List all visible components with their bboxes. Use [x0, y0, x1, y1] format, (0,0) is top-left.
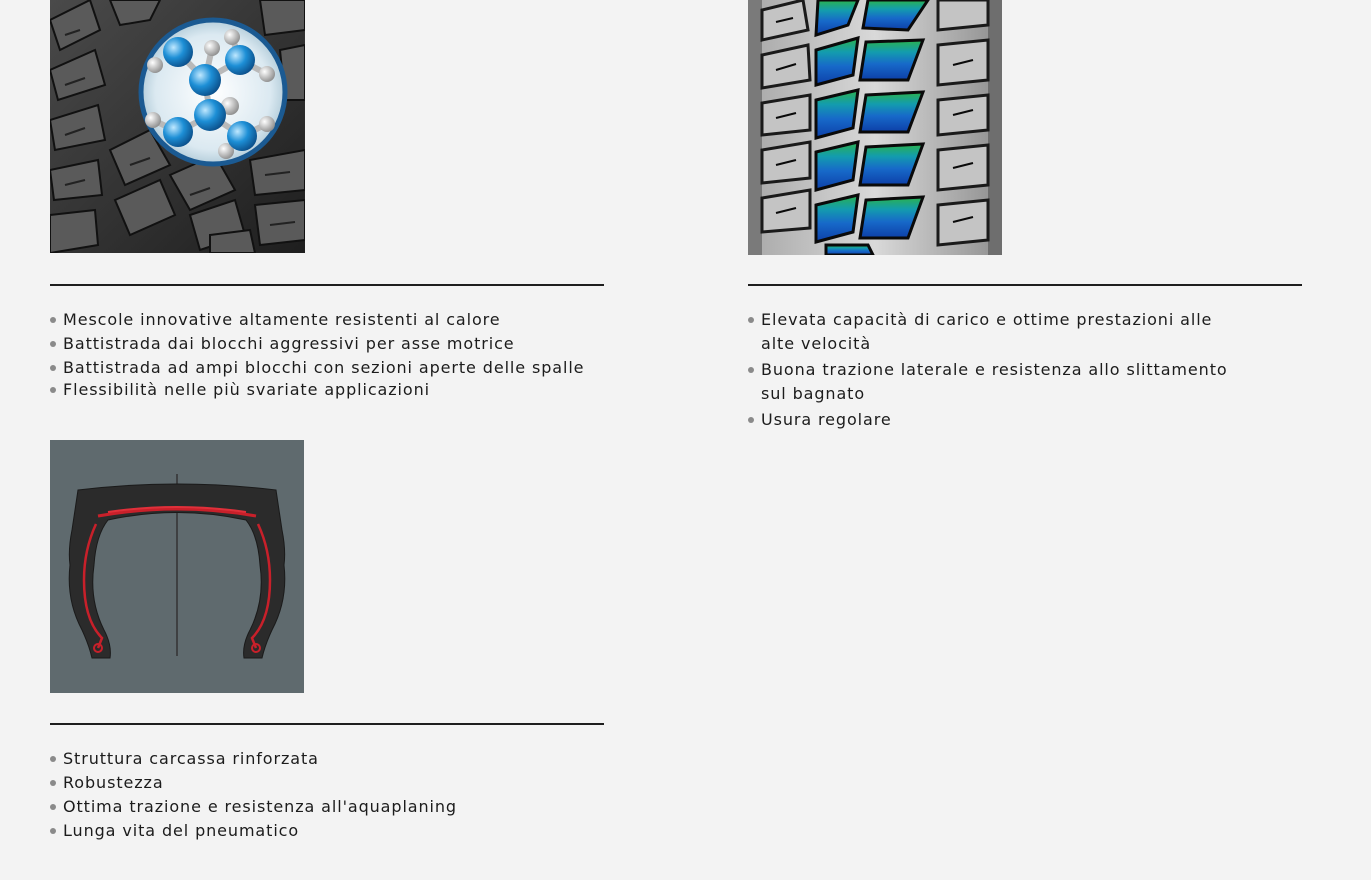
- divider: [50, 723, 604, 725]
- list-item: Usura regolare: [748, 408, 1248, 432]
- list-item: Elevata capacità di carico e ottime prestazioni alle alte velocità: [748, 308, 1248, 356]
- list-item: Buona trazione laterale e resistenza allo slittamento sul bagnato: [748, 358, 1248, 406]
- list-item: Flessibilità nelle più svariate applicazioni: [50, 378, 590, 402]
- list-item: Robustezza: [50, 771, 590, 795]
- tyre-tread-molecule-image: [50, 0, 305, 253]
- feature-list-compound: [50, 308, 590, 402]
- feature-block-tread: [748, 0, 1302, 440]
- list-item: Lunga vita del pneumatico: [50, 819, 590, 843]
- list-item: Struttura carcassa rinforzata: [50, 747, 590, 771]
- feature-block-carcass: [50, 440, 604, 860]
- feature-list-tread: [748, 308, 1248, 434]
- tyre-carcass-section-image: [50, 440, 304, 693]
- divider: [748, 284, 1302, 286]
- list-item: Battistrada ad ampi blocchi con sezioni aperte delle spalle: [50, 356, 590, 380]
- list-item: Mescole innovative altamente resistenti al calore: [50, 308, 590, 332]
- list-item: Ottima trazione e resistenza all'aquaplaning: [50, 795, 590, 819]
- divider: [50, 284, 604, 286]
- feature-list-carcass: [50, 747, 590, 843]
- tyre-tread-gradient-image: [748, 0, 1002, 255]
- feature-block-compound: [50, 0, 604, 420]
- list-item: Battistrada dai blocchi aggressivi per asse motrice: [50, 332, 590, 356]
